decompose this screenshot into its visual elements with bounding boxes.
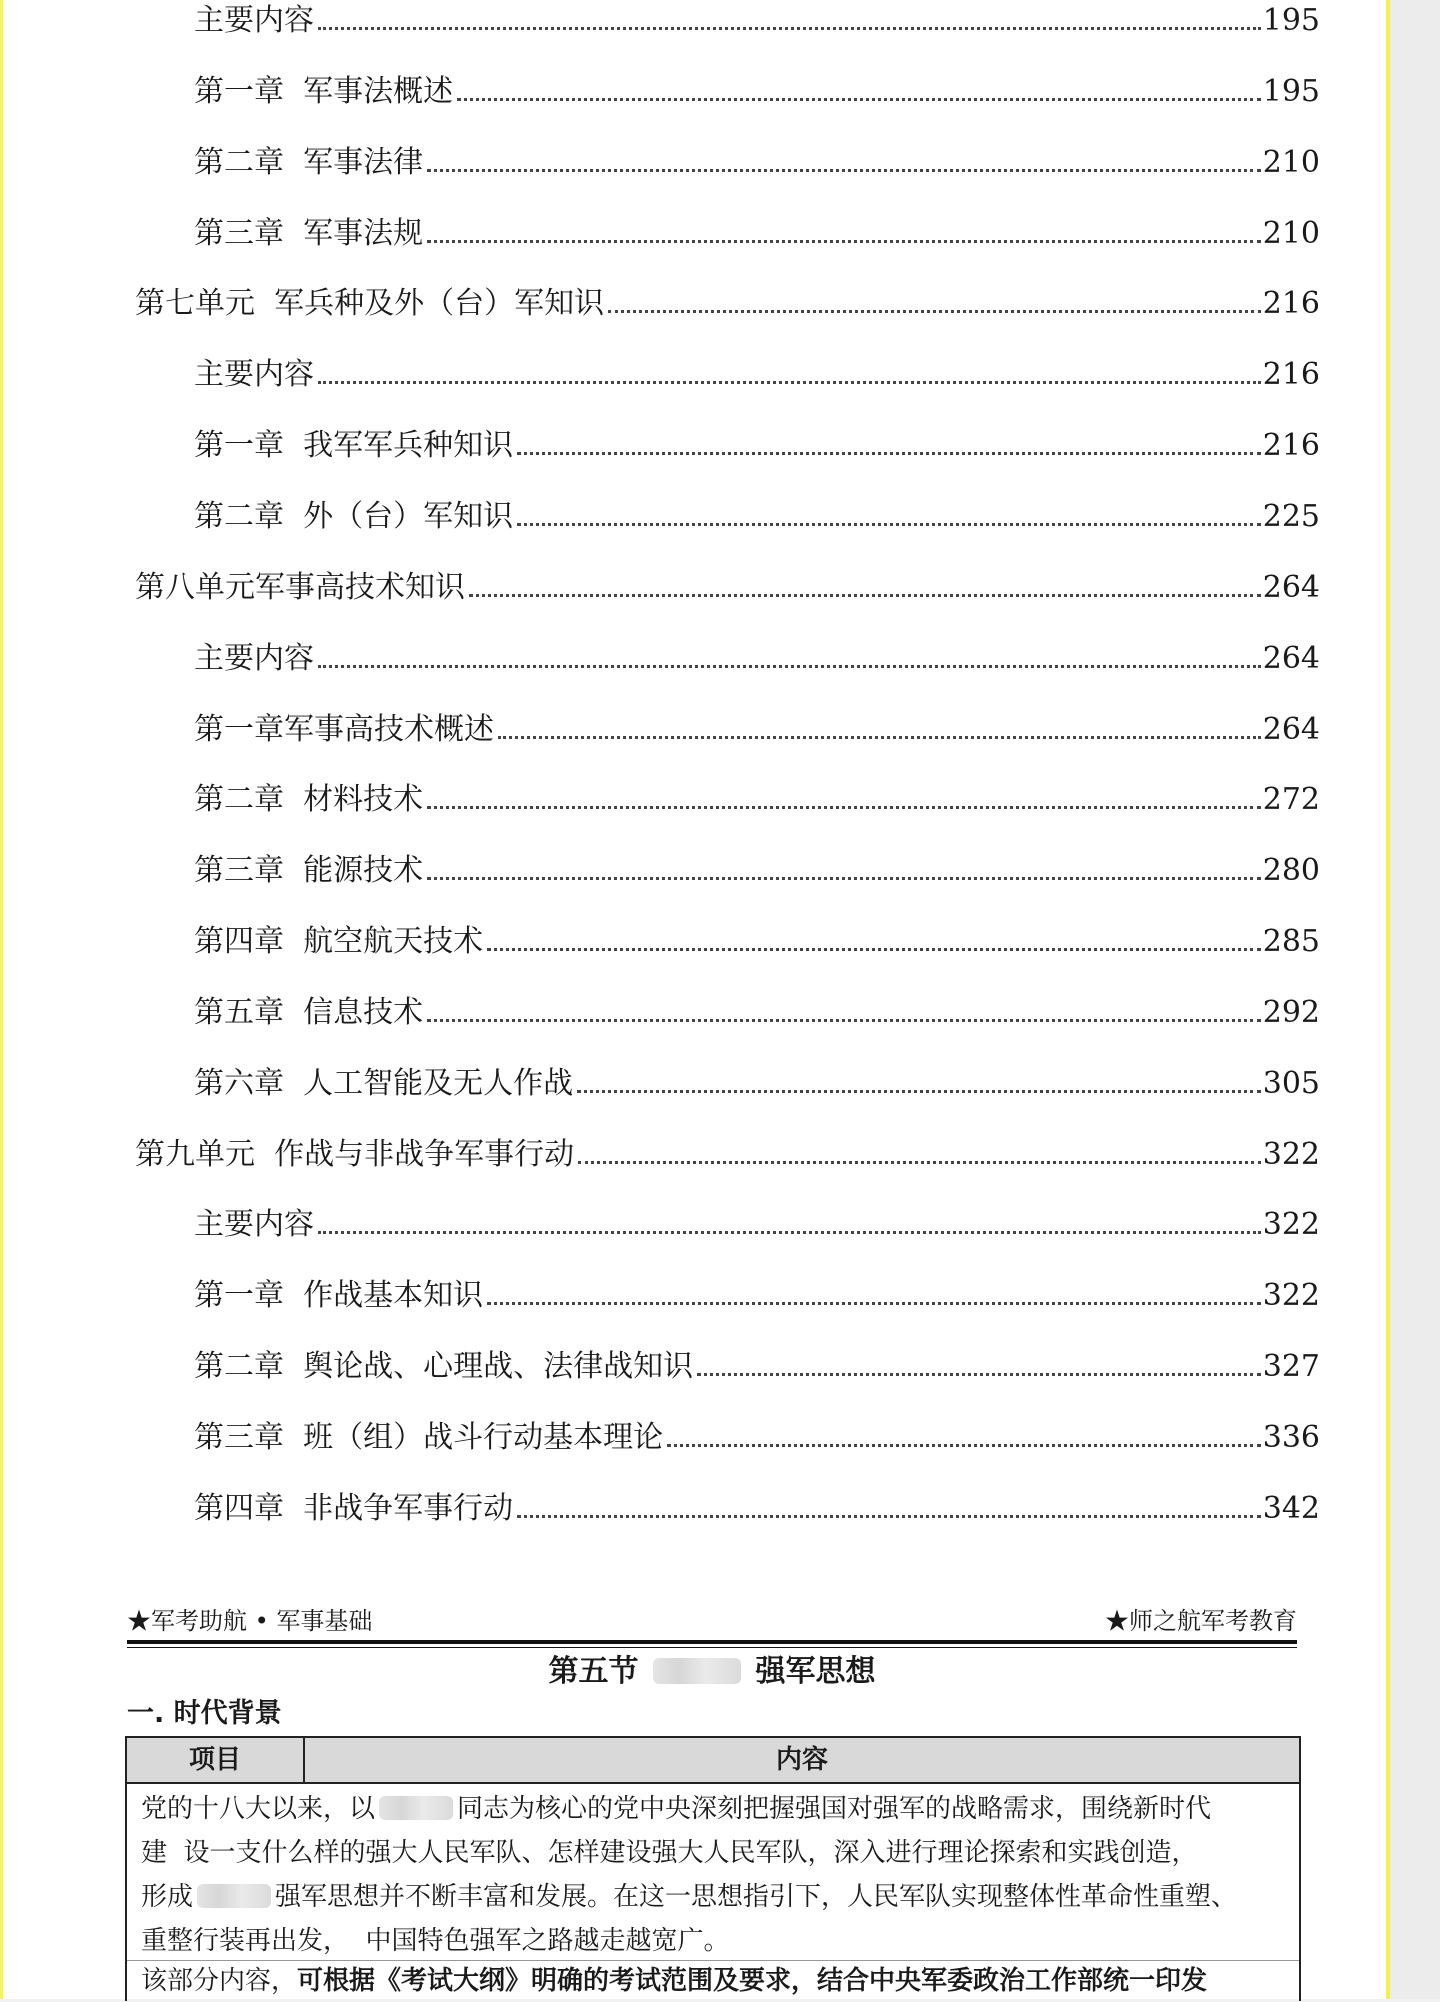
toc-entry bbox=[194, 922, 1320, 962]
toc-entry-title: 第四章 非战争军事行动 bbox=[194, 1490, 514, 1526]
section-title-suffix: 强军思想 bbox=[755, 1654, 876, 1689]
toc-entry-title: 第三章 能源技术 bbox=[194, 853, 424, 889]
toc-dot-leader bbox=[697, 1373, 1261, 1376]
toc-entry bbox=[194, 710, 1320, 750]
toc-entry bbox=[194, 993, 1320, 1033]
toc-entry-page: 195 bbox=[1262, 73, 1320, 109]
toc-entry-title: 主要内容 bbox=[194, 357, 314, 393]
toc-dot-leader bbox=[517, 1515, 1261, 1518]
toc-entry-page: 280 bbox=[1262, 853, 1320, 889]
header-rule-thin bbox=[127, 1647, 1297, 1648]
toc-dot-leader bbox=[427, 806, 1261, 809]
table-text-segment: 党的十八大以来，以 bbox=[141, 1794, 376, 1824]
toc-entry-title: 第六章 人工智能及无人作战 bbox=[194, 1065, 574, 1101]
toc-entry-page: 210 bbox=[1262, 215, 1320, 251]
toc-entry bbox=[135, 284, 1320, 324]
toc-entry-title: 第七单元 军兵种及外（台）军知识 bbox=[135, 286, 605, 322]
toc-dot-leader bbox=[427, 240, 1261, 243]
sub-heading: 一. 时代背景 bbox=[127, 1698, 282, 1729]
toc-entry bbox=[194, 426, 1320, 466]
toc-dot-leader bbox=[318, 27, 1261, 30]
toc-entry bbox=[194, 1064, 1320, 1104]
toc-entry-page: 327 bbox=[1262, 1349, 1320, 1385]
toc-entry-title: 第一章军事高技术概述 bbox=[194, 711, 494, 747]
toc-entry-title: 主要内容 bbox=[194, 1207, 314, 1243]
toc-entry-title: 主要内容 bbox=[194, 3, 314, 38]
toc-entry bbox=[135, 568, 1320, 608]
toc-entry-title: 第二章 舆论战、心理战、法律战知识 bbox=[194, 1349, 694, 1385]
toc-entry-title: 第五章 信息技术 bbox=[194, 994, 424, 1030]
toc-dot-leader bbox=[578, 1161, 1261, 1164]
table-header-content: 内容 bbox=[775, 1745, 828, 1775]
section-title-prefix: 第五节 bbox=[548, 1654, 639, 1689]
toc-dot-leader bbox=[667, 1444, 1261, 1447]
toc-entry bbox=[194, 1489, 1320, 1529]
toc-entry bbox=[194, 639, 1320, 679]
redacted-name-blur bbox=[197, 1884, 271, 1908]
table-text-line bbox=[141, 1788, 1281, 1830]
table-text-line: 重整行装再出发， 中国特色强军之路越走越宽广。 bbox=[141, 1926, 730, 1956]
toc-entry bbox=[194, 780, 1320, 820]
toc-entry-page: 322 bbox=[1262, 1207, 1320, 1243]
toc-entry bbox=[194, 851, 1320, 891]
toc-entry bbox=[194, 143, 1320, 183]
toc-entry-page: 285 bbox=[1262, 924, 1320, 960]
toc-entry-title: 第九单元 作战与非战争军事行动 bbox=[135, 1136, 575, 1172]
section-title bbox=[127, 1652, 1297, 1692]
toc-dot-leader bbox=[608, 310, 1261, 313]
toc-entry-page: 305 bbox=[1262, 1065, 1320, 1101]
toc-entry-page: 216 bbox=[1262, 286, 1320, 322]
toc-entry-title: 第一章 作战基本知识 bbox=[194, 1278, 484, 1314]
table-header-item: 项目 bbox=[127, 1738, 305, 1782]
toc-entry-title: 第二章 军事法律 bbox=[194, 144, 424, 180]
header-rule-thick bbox=[127, 1640, 1297, 1644]
toc-entry bbox=[194, 1205, 1320, 1245]
toc-entry bbox=[194, 72, 1320, 112]
toc-entry-title: 第二章 外（台）军知识 bbox=[194, 498, 514, 534]
table-text-line bbox=[141, 1876, 1281, 1918]
toc-entry-title: 第三章 班（组）战斗行动基本理论 bbox=[194, 1420, 664, 1455]
toc-entry bbox=[194, 497, 1320, 537]
table-text-line: 建 设一支什么样的强大人民军队、怎样建设强大人民军队，深入进行理论探索和实践创造， bbox=[141, 1838, 1198, 1868]
toc-entry-page: 264 bbox=[1262, 569, 1320, 605]
running-header-left: ★军考助航 • 军事基础 bbox=[127, 1607, 373, 1635]
toc-entry-page: 272 bbox=[1262, 782, 1320, 818]
toc-entry bbox=[194, 1418, 1320, 1458]
toc-entry-title: 第三章 军事法规 bbox=[194, 215, 424, 251]
table-text-bold: 可根据《考试大纲》明确的考试范围及要求，结合中央军委政治工作部统一印发 bbox=[297, 1966, 1208, 1996]
table-header-row bbox=[127, 1738, 1299, 1784]
toc-entry-page: 216 bbox=[1262, 357, 1320, 393]
toc-entry-page: 336 bbox=[1262, 1420, 1320, 1455]
toc-entry bbox=[194, 214, 1320, 254]
toc-dot-leader bbox=[517, 452, 1261, 455]
table-text-segment: 形成 bbox=[141, 1882, 194, 1912]
toc-entry-page: 322 bbox=[1262, 1278, 1320, 1314]
toc-entry-page: 292 bbox=[1262, 994, 1320, 1030]
toc-entry bbox=[194, 1, 1320, 41]
toc-dot-leader bbox=[577, 1090, 1261, 1093]
toc-entry bbox=[194, 1276, 1320, 1316]
toc-entry bbox=[194, 355, 1320, 395]
toc-entry-title: 第二章 材料技术 bbox=[194, 782, 424, 818]
toc-entry bbox=[194, 1347, 1320, 1387]
toc-dot-leader bbox=[318, 665, 1261, 668]
toc-entry-page: 195 bbox=[1262, 3, 1320, 38]
toc-entry-page: 264 bbox=[1262, 711, 1320, 747]
toc-entry-page: 216 bbox=[1262, 428, 1320, 464]
redacted-name-blur bbox=[379, 1796, 453, 1820]
toc-entry-title: 第一章 军事法概述 bbox=[194, 73, 454, 109]
toc-dot-leader bbox=[318, 1231, 1261, 1234]
table-text-segment: 该部分内容， bbox=[141, 1966, 298, 1996]
toc-dot-leader bbox=[318, 381, 1261, 384]
table-text-segment: 强军思想并不断丰富和发展。在这一思想指引下，人民军队实现整体性革命性重塑、 bbox=[275, 1882, 1238, 1912]
toc-entry-title: 主要内容 bbox=[194, 640, 314, 676]
toc-entry-page: 210 bbox=[1262, 144, 1320, 180]
redacted-name-blur bbox=[653, 1658, 741, 1684]
table-text-line bbox=[141, 1960, 1281, 2002]
toc-dot-leader bbox=[427, 1019, 1261, 1022]
page-gutter bbox=[1390, 0, 1440, 1999]
toc-entry-page: 225 bbox=[1262, 498, 1320, 534]
toc-dot-leader bbox=[457, 98, 1261, 101]
toc-entry-title: 第一章 我军军兵种知识 bbox=[194, 428, 514, 464]
toc-entry-page: 264 bbox=[1262, 640, 1320, 676]
toc-dot-leader bbox=[498, 736, 1261, 739]
toc-dot-leader bbox=[487, 948, 1261, 951]
toc-entry-page: 322 bbox=[1262, 1136, 1320, 1172]
toc-entry-title: 第八单元军事高技术知识 bbox=[135, 569, 465, 605]
toc-dot-leader bbox=[487, 1302, 1261, 1305]
table-text-segment: 同志为核心的党中央深刻把握强国对强军的战略需求，围绕新时代 bbox=[457, 1794, 1212, 1824]
toc-dot-leader bbox=[469, 594, 1261, 597]
toc-entry-title: 第四章 航空航天技术 bbox=[194, 924, 484, 960]
content-table bbox=[125, 1736, 1301, 2001]
toc-dot-leader bbox=[427, 877, 1261, 880]
toc-dot-leader bbox=[427, 169, 1261, 172]
toc-entry bbox=[135, 1135, 1320, 1175]
running-header-right: ★师之航军考教育 bbox=[1105, 1607, 1297, 1635]
toc-dot-leader bbox=[517, 523, 1261, 526]
running-header bbox=[127, 1604, 1297, 1638]
toc-entry-page: 342 bbox=[1262, 1490, 1320, 1526]
